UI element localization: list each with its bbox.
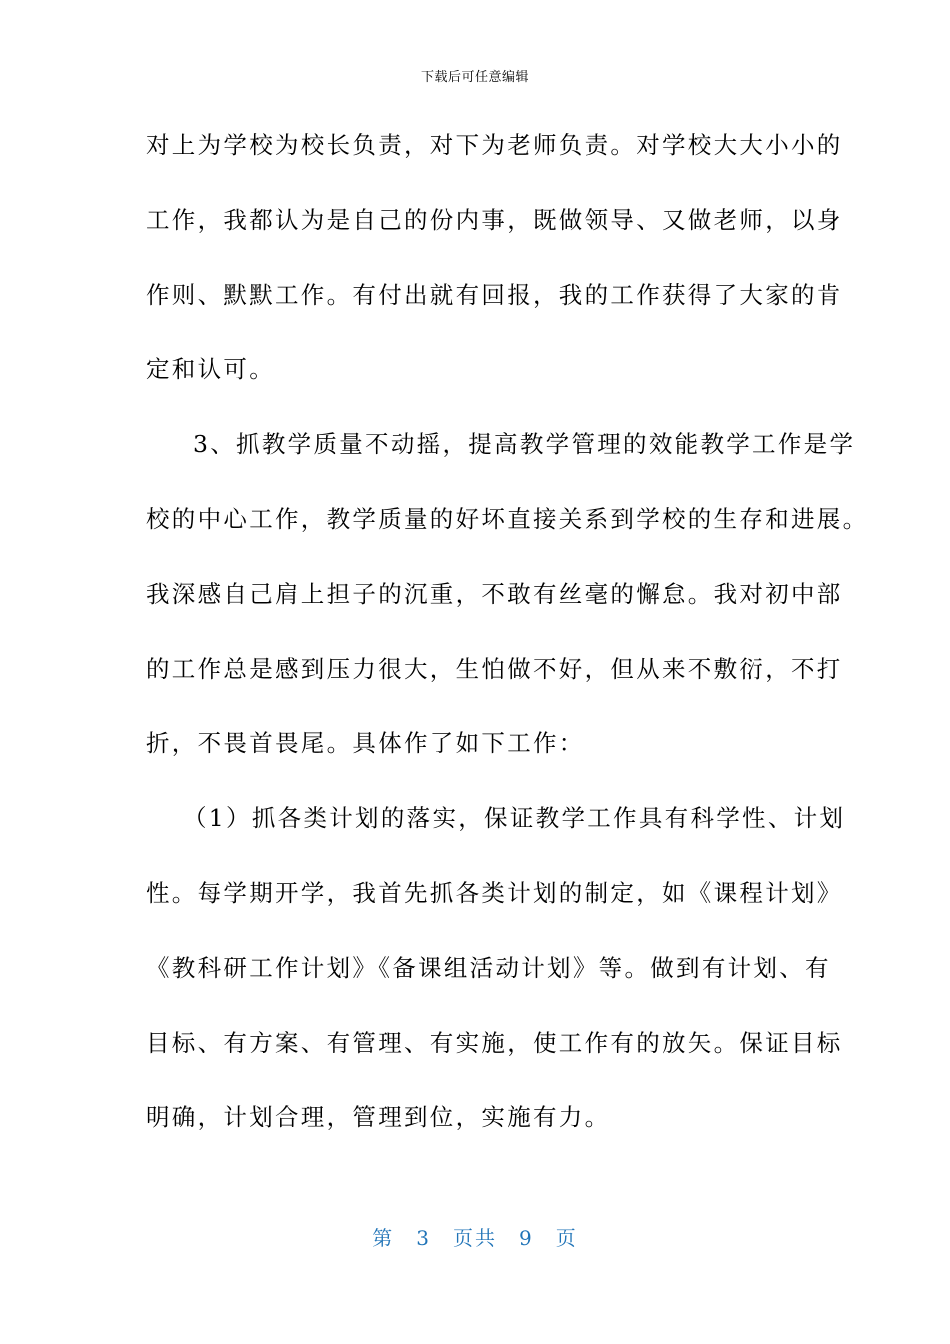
- body-line: 折，不畏首畏尾。具体作了如下工作：: [146, 729, 585, 758]
- body-line: 目标、有方案、有管理、有实施，使工作有的放矢。保证目标: [146, 1028, 843, 1057]
- page-footer: [0, 1222, 950, 1251]
- body-line: 明确，计划合理，管理到位，实施有力。: [146, 1103, 611, 1132]
- body-line: 《教科研工作计划》《备课组活动计划》等。做到有计划、有: [146, 953, 831, 982]
- footer-suffix: 页: [555, 1226, 578, 1250]
- footer-prefix: 第: [372, 1226, 395, 1250]
- body-line: 定和认可。: [146, 355, 275, 384]
- total-pages-number: 9: [519, 1226, 534, 1250]
- footer-middle: 页共: [453, 1226, 497, 1250]
- body-line: 工作，我都认为是自己的份内事，既做领导、又做老师，以身: [146, 205, 843, 234]
- current-page-number: 3: [416, 1226, 431, 1250]
- body-line: 的工作总是感到压力很大，生怕做不好，但从来不敷衍，不打: [146, 654, 843, 683]
- document-body: [146, 108, 869, 1155]
- body-line: 对上为学校为校长负责，对下为老师负责。对学校大大小小的: [146, 131, 843, 159]
- body-line: 作则、默默工作。有付出就有回报，我的工作获得了大家的肯: [146, 280, 843, 309]
- body-line: 性。每学期开学，我首先抓各类计划的制定，如《课程计划》: [146, 878, 843, 907]
- body-line: 我深感自己肩上担子的沉重，不敢有丝毫的懈怠。我对初中部: [146, 579, 843, 608]
- body-line: 校的中心工作，教学质量的好坏直接关系到学校的生存和进展。: [146, 504, 869, 533]
- page-header: 下载后可任意编辑: [420, 70, 529, 85]
- paragraph-start-line: （1）抓各类计划的落实，保证教学工作具有科学性、计划: [183, 804, 846, 833]
- paragraph-start-line: 3、抓教学质量不动摇，提高教学管理的效能教学工作是学: [193, 430, 856, 459]
